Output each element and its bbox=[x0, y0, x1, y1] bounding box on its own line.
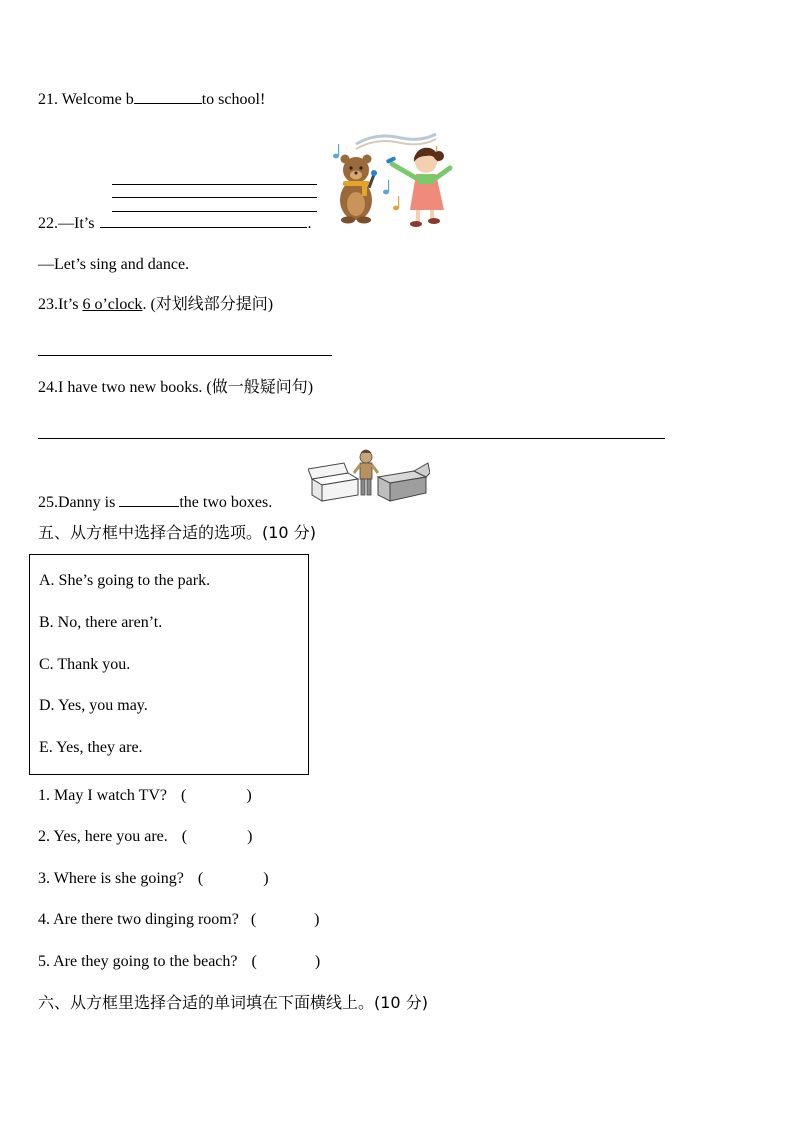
section-5-question bbox=[38, 910, 320, 930]
q22-writing-line[interactable] bbox=[112, 184, 317, 185]
q25-blank[interactable] bbox=[119, 491, 179, 507]
option-d: D. Yes, you may. bbox=[39, 697, 148, 714]
q22-answer: —Let’s sing and dance. bbox=[38, 256, 190, 273]
bear-icon bbox=[340, 155, 377, 224]
q22-prefix: 22.—It’s bbox=[38, 215, 95, 232]
answer-paren-open: ( bbox=[251, 953, 257, 970]
q23-answer-line[interactable] bbox=[38, 355, 332, 356]
answer-paren-close: ) bbox=[314, 911, 320, 928]
q21-blank[interactable] bbox=[134, 88, 202, 104]
q25-suffix: the two boxes. bbox=[179, 494, 273, 511]
section-5-heading: 五、从方框中选择合适的选项。(10 分) bbox=[38, 523, 316, 542]
options-box bbox=[29, 554, 309, 775]
answer-paren-close: ) bbox=[263, 870, 269, 887]
girl-icon bbox=[386, 148, 450, 227]
q22-blank[interactable] bbox=[100, 212, 307, 228]
q25-prefix: 25.Danny is bbox=[38, 494, 120, 511]
section-5-question bbox=[38, 786, 252, 806]
boxes-picture bbox=[308, 447, 430, 505]
singing-picture bbox=[326, 126, 458, 230]
answer-paren-open: ( bbox=[181, 787, 187, 804]
question-21 bbox=[38, 88, 265, 110]
question-22 bbox=[38, 212, 311, 234]
question-25 bbox=[38, 491, 272, 513]
q22-suffix: . bbox=[307, 215, 312, 232]
q23-prefix: 23.It’s bbox=[38, 296, 83, 313]
answer-paren-open: ( bbox=[197, 870, 204, 887]
q23-underlined-phrase: 6 o’clock bbox=[82, 296, 143, 313]
option-b: B. No, there aren’t. bbox=[39, 614, 163, 631]
question-24: 24.I have two new books. (做一般疑问句) bbox=[38, 379, 314, 396]
question-text: 4. Are there two dinging room? bbox=[38, 911, 239, 928]
question-text: 2. Yes, here you are. bbox=[38, 828, 168, 845]
option-e: E. Yes, they are. bbox=[39, 739, 143, 756]
question-text: 5. Are they going to the beach? bbox=[38, 953, 238, 970]
q22-writing-line[interactable] bbox=[112, 197, 317, 198]
answer-paren-open: ( bbox=[181, 828, 188, 845]
q24-answer-line[interactable] bbox=[38, 438, 665, 439]
section-5-question bbox=[38, 827, 252, 847]
box-icon bbox=[378, 463, 430, 501]
section-6-heading: 六、从方框里选择合适的单词填在下面横线上。(10 分) bbox=[38, 993, 428, 1012]
answer-paren-close: ) bbox=[314, 953, 321, 970]
answer-paren-close: ) bbox=[247, 828, 253, 845]
box-icon bbox=[308, 463, 358, 501]
question-23 bbox=[38, 295, 273, 315]
q21-suffix: to school! bbox=[201, 91, 266, 108]
option-c: C. Thank you. bbox=[39, 656, 131, 673]
section-5-question bbox=[38, 952, 320, 972]
section-5-question bbox=[38, 869, 269, 889]
q23-suffix: . (对划线部分提问) bbox=[142, 296, 274, 313]
question-text: 1. May I watch TV? bbox=[38, 787, 167, 804]
q21-prefix: 21. Welcome b bbox=[38, 91, 134, 108]
answer-paren-open: ( bbox=[250, 911, 257, 928]
option-a: A. She’s going to the park. bbox=[39, 572, 211, 589]
question-text: 3. Where is she going? bbox=[38, 870, 184, 887]
answer-paren-close: ) bbox=[246, 787, 252, 804]
